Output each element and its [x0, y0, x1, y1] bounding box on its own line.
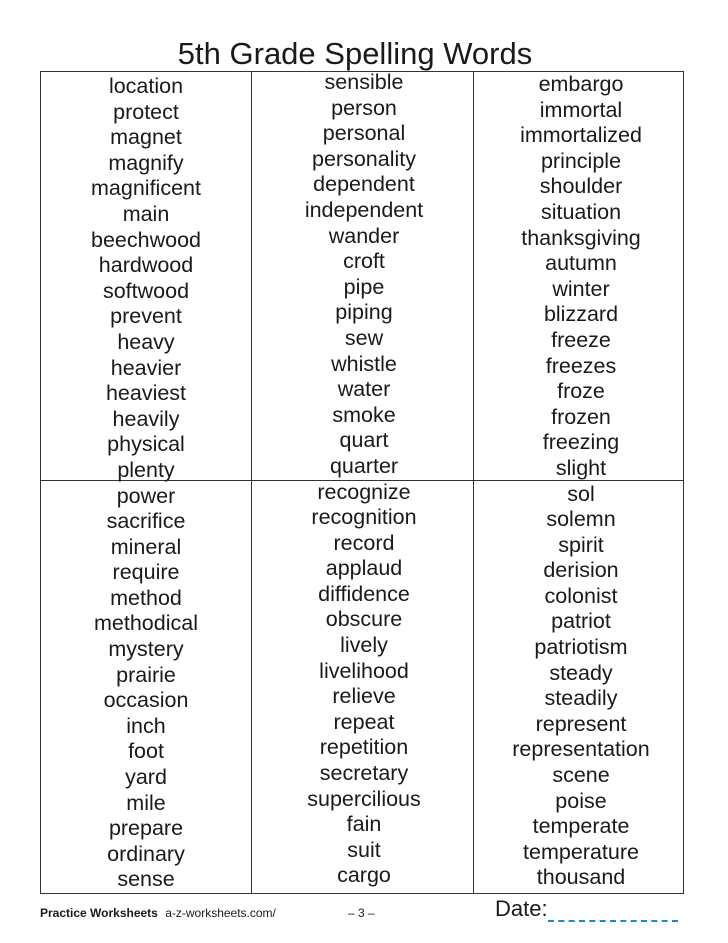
spelling-word: sol	[567, 481, 595, 506]
spelling-word: magnify	[108, 150, 184, 175]
spelling-word: temperate	[532, 814, 630, 839]
spelling-word: sensible	[324, 70, 404, 94]
spelling-word: occasion	[103, 688, 189, 713]
spelling-word: immortalized	[520, 123, 642, 148]
spelling-word: foot	[128, 739, 164, 764]
column-divider	[473, 72, 474, 893]
spelling-word: softwood	[102, 278, 190, 303]
spelling-word: derision	[543, 558, 619, 583]
spelling-word: freezing	[542, 430, 620, 455]
spelling-word: power	[116, 483, 176, 508]
spelling-word: piping	[335, 300, 393, 325]
spelling-word: croft	[343, 249, 385, 274]
spelling-word: person	[331, 95, 397, 120]
word-column-1	[45, 74, 247, 893]
spelling-word: lively	[340, 633, 388, 658]
page-title: 5th Grade Spelling Words	[177, 36, 533, 71]
spelling-word: winter	[552, 276, 610, 301]
spelling-word: representation	[512, 737, 650, 762]
spelling-word: spirit	[558, 532, 604, 557]
spelling-word: personality	[312, 146, 416, 171]
spelling-word: steadily	[544, 686, 618, 711]
spelling-word: prepare	[108, 816, 184, 841]
spelling-word: scene	[552, 763, 610, 788]
footer-site: a-z-worksheets.com/	[165, 906, 276, 920]
spelling-word: magnificent	[91, 176, 201, 201]
footer	[40, 905, 375, 921]
spelling-word: methodical	[94, 611, 198, 636]
spelling-word: heavy	[117, 329, 175, 354]
spelling-word: yard	[125, 765, 167, 790]
spelling-word: mineral	[110, 534, 182, 559]
spelling-word: fain	[346, 812, 382, 837]
spelling-word: patriot	[551, 609, 611, 634]
spelling-word: freeze	[551, 327, 611, 352]
spelling-word: mile	[126, 790, 166, 815]
spelling-word: heavier	[110, 355, 182, 380]
spelling-word: thanksgiving	[521, 225, 641, 250]
spelling-word: prevent	[110, 304, 182, 329]
word-grid	[40, 71, 684, 894]
spelling-word: mystery	[108, 637, 184, 662]
spelling-word: applaud	[325, 556, 403, 581]
spelling-word: patriotism	[534, 635, 628, 660]
spelling-word: autumn	[545, 251, 617, 276]
spelling-word: quarter	[329, 453, 399, 478]
spelling-word: record	[333, 530, 395, 555]
spelling-word: hardwood	[98, 253, 194, 278]
spelling-word: beechwood	[91, 227, 201, 252]
spelling-word: protect	[113, 99, 179, 124]
spelling-word: magnet	[110, 125, 182, 150]
spelling-word: main	[122, 201, 170, 226]
spelling-word: prairie	[116, 662, 176, 687]
word-column-2	[261, 70, 467, 889]
spelling-word: inch	[126, 713, 166, 738]
spelling-word: livelihood	[319, 658, 409, 683]
spelling-word: secretary	[319, 761, 409, 786]
spelling-word: dependent	[313, 172, 415, 197]
spelling-word: cargo	[337, 863, 391, 888]
spelling-word: embargo	[538, 72, 624, 96]
spelling-word: colonist	[544, 583, 618, 608]
spelling-word: pipe	[343, 274, 385, 299]
page-number: – 3 –	[348, 906, 375, 920]
spelling-word: obscure	[325, 607, 403, 632]
spelling-word: represent	[535, 711, 627, 736]
spelling-word: immortal	[539, 97, 623, 122]
spelling-word: physical	[107, 432, 185, 457]
spelling-word: thousand	[536, 865, 626, 890]
spelling-word: suit	[347, 837, 381, 862]
spelling-word: sacrifice	[106, 509, 186, 534]
spelling-word: location	[108, 74, 184, 98]
spelling-word: plenty	[117, 457, 175, 482]
column-divider	[251, 72, 252, 893]
spelling-word: require	[112, 560, 180, 585]
spelling-word: poise	[555, 788, 607, 813]
spelling-word: ordinary	[107, 841, 185, 866]
spelling-word: smoke	[332, 402, 396, 427]
spelling-word: relieve	[332, 684, 396, 709]
spelling-word: whistle	[331, 351, 397, 376]
date-label: Date:	[495, 896, 548, 921]
spelling-word: heaviest	[105, 381, 187, 406]
spelling-word: personal	[322, 121, 406, 146]
spelling-word: independent	[304, 197, 424, 222]
spelling-word: diffidence	[318, 581, 410, 606]
spelling-word: temperature	[523, 839, 639, 864]
spelling-word: supercilious	[307, 786, 421, 811]
word-column-3	[481, 72, 681, 891]
spelling-word: recognize	[317, 479, 411, 504]
spelling-word: slight	[555, 455, 607, 480]
spelling-word: freezes	[545, 353, 617, 378]
spelling-word: froze	[557, 379, 605, 404]
footer-brand: Practice Worksheets	[40, 906, 158, 920]
spelling-word: method	[110, 585, 182, 610]
date-field	[495, 896, 678, 922]
spelling-word: principle	[540, 148, 622, 173]
date-blank-line	[548, 900, 678, 922]
spelling-word: solemn	[546, 507, 616, 532]
spelling-word: frozen	[551, 404, 611, 429]
spelling-word: steady	[549, 660, 613, 685]
spelling-word: recognition	[311, 505, 417, 530]
spelling-word: sense	[117, 867, 175, 892]
spelling-word: blizzard	[543, 302, 619, 327]
spelling-word: quart	[339, 428, 389, 453]
spelling-word: sew	[344, 325, 384, 350]
spelling-word: repetition	[319, 735, 409, 760]
spelling-word: shoulder	[539, 174, 623, 199]
spelling-word: repeat	[333, 709, 395, 734]
spelling-word: heavily	[112, 406, 180, 431]
spelling-word: water	[337, 377, 391, 402]
spelling-word: situation	[540, 199, 622, 224]
spelling-word: wander	[328, 223, 400, 248]
